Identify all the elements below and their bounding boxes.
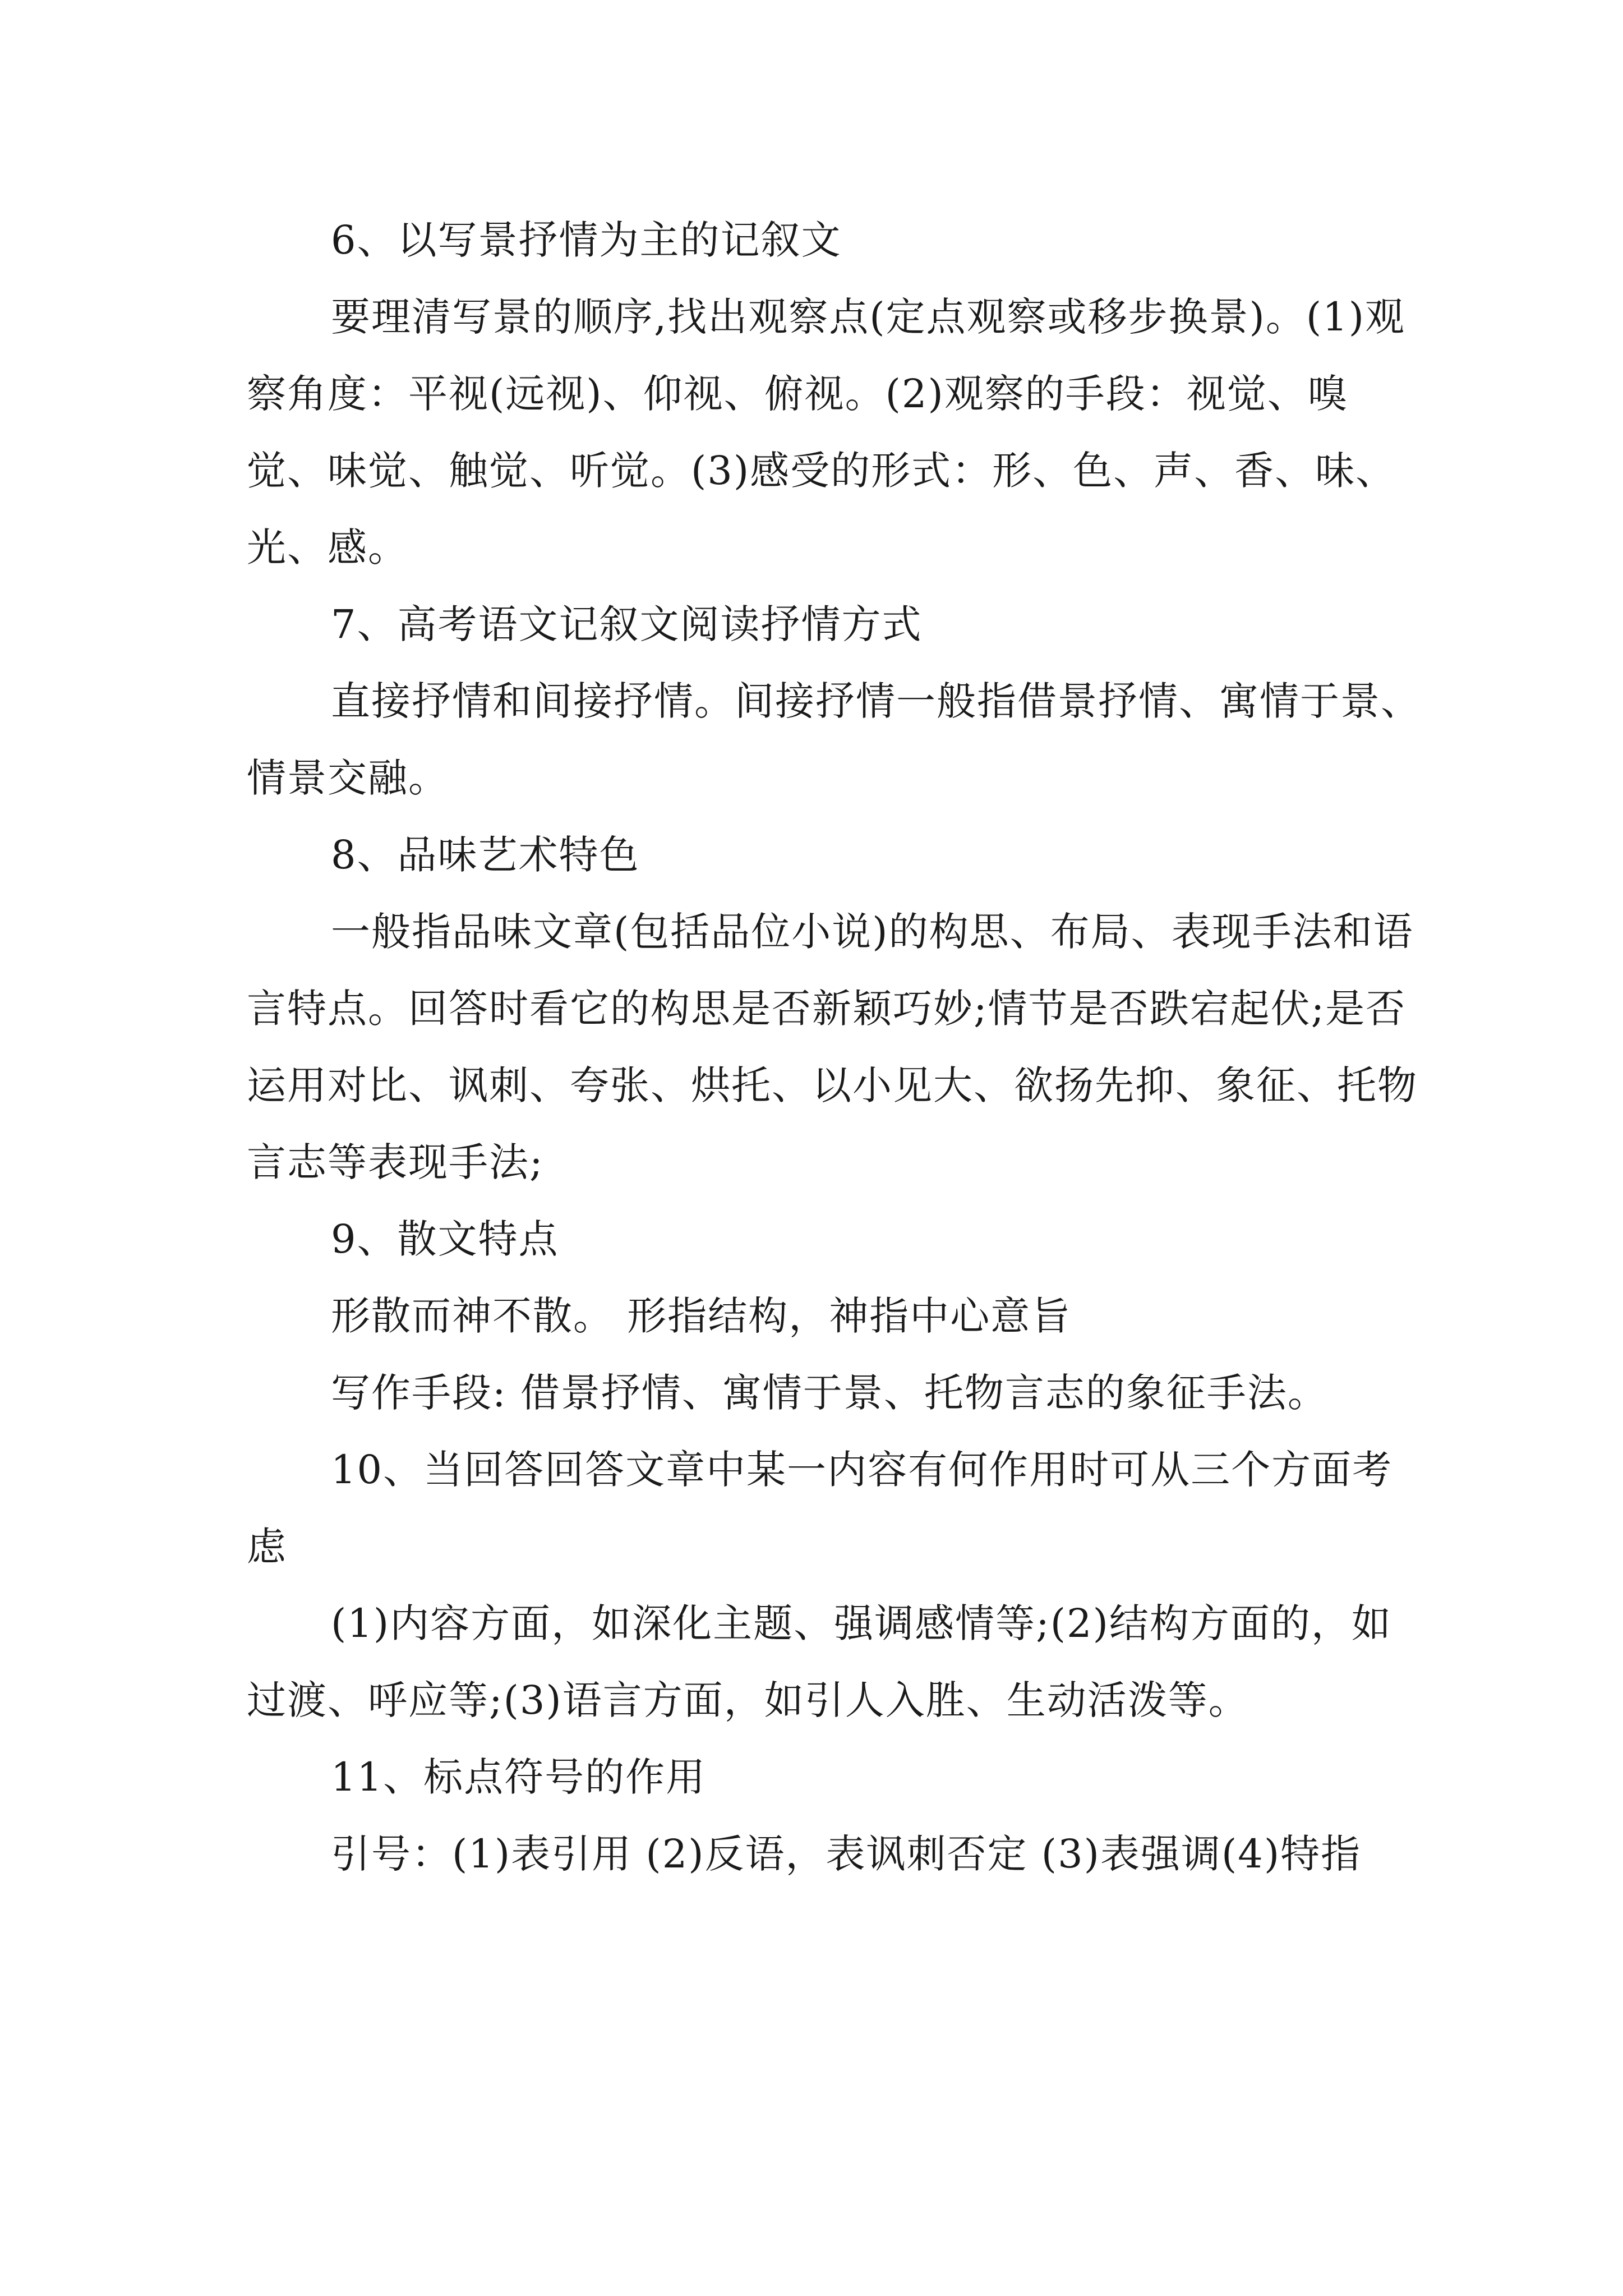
paragraph-three-aspects: (1)内容方面，如深化主题、强调感情等;(2)结构方面的，如过渡、呼应等;(3)语言方面，如引人入胜、生动活泼等。 — [247, 1600, 1392, 1723]
paragraph-quotation-marks: 引号：(1)表引用 (2)反语，表讽刺否定 (3)表强调(4)特指 — [331, 1831, 1362, 1877]
heading-6: 6、以写景抒情为主的记叙文 — [331, 217, 842, 263]
paragraph-prose-feature: 形散而神不散。 形指结构，神指中心意旨 — [331, 1293, 1072, 1339]
document-body — [247, 202, 1424, 1893]
heading-10: 10、当回答回答文章中某一内容有何作用时可从三个方面考虑 — [247, 1447, 1393, 1570]
paragraph-artistic-features: 一般指品味文章(包括品位小说)的构思、布局、表现手法和语言特点。回答时看它的构思是否新颖巧妙;情节是否跌宕起伏;是否运用对比、讽刺、夸张、烘托、以小见大、欲扬先抑、象征、托物言志等表现手法; — [247, 909, 1418, 1185]
heading-8: 8、品味艺术特色 — [331, 832, 640, 878]
heading-9: 9、散文特点 — [331, 1216, 559, 1262]
heading-11: 11、标点符号的作用 — [331, 1754, 707, 1800]
heading-7: 7、高考语文记叙文阅读抒情方式 — [331, 601, 923, 647]
paragraph-lyric-methods: 直接抒情和间接抒情。间接抒情一般指借景抒情、寓情于景、情景交融。 — [247, 678, 1421, 801]
paragraph-scenery-order: 要理清写景的顺序,找出观察点(定点观察或移步换景)。(1)观察角度：平视(远视)、仰视、俯视。(2)观察的手段：视觉、嗅觉、味觉、触觉、听觉。(3)感受的形式：形、色、声、香、味、光、感。 — [247, 294, 1406, 570]
paragraph-writing-means: 写作手段: 借景抒情、寓情于景、托物言志的象征手法。 — [331, 1370, 1328, 1416]
